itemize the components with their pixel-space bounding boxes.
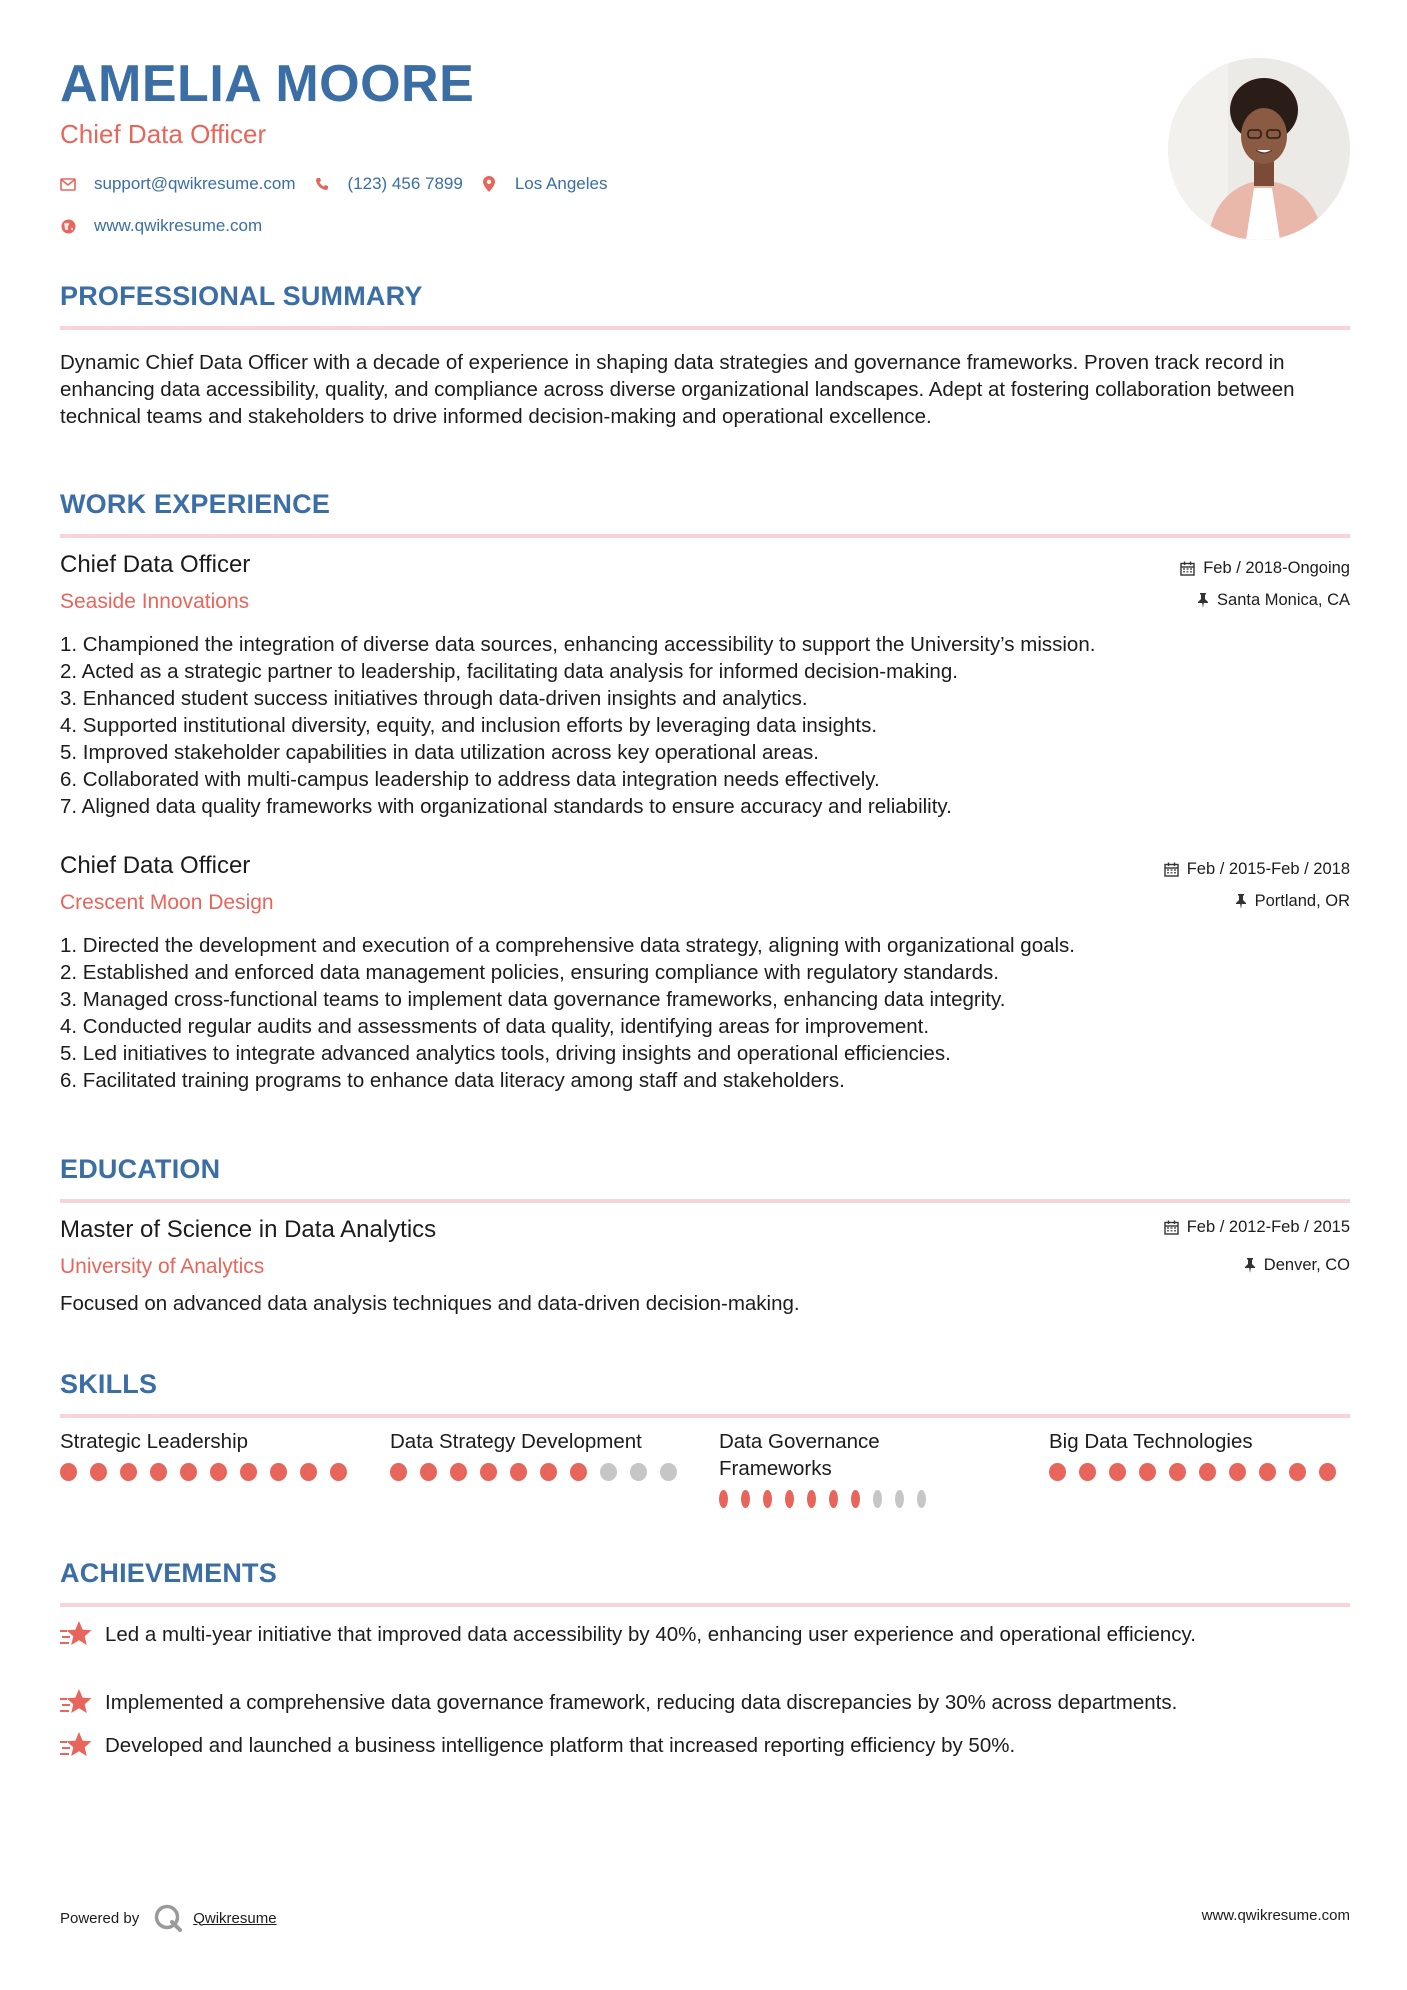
powered-by-label: Powered by bbox=[60, 1909, 140, 1927]
rating-dot-filled bbox=[807, 1490, 816, 1508]
experience-section bbox=[60, 491, 1350, 538]
rating-dot-filled bbox=[851, 1490, 860, 1508]
list-item: 4. Conducted regular audits and assessments of data quality, identifying areas for improvement. bbox=[60, 1015, 930, 1038]
phone-text: (123) 456 7899 bbox=[347, 174, 463, 193]
section-divider bbox=[60, 534, 1350, 538]
email-text: support@qwikresume.com bbox=[94, 174, 296, 193]
job-entry bbox=[60, 854, 1350, 1094]
skills-section bbox=[60, 1371, 1350, 1418]
job-location-text: Portland, OR bbox=[1254, 892, 1350, 910]
summary-section bbox=[60, 283, 1350, 430]
rating-dot-filled bbox=[150, 1463, 167, 1481]
skill-rating bbox=[1049, 1463, 1349, 1481]
rating-dot-filled bbox=[1169, 1463, 1186, 1481]
skill-rating bbox=[60, 1463, 360, 1481]
education-location-text: Denver, CO bbox=[1263, 1256, 1350, 1274]
rating-dot-filled bbox=[785, 1490, 794, 1508]
education-location bbox=[1244, 1256, 1350, 1275]
job-title: Chief Data Officer bbox=[60, 852, 251, 879]
job-company: Crescent Moon Design bbox=[60, 891, 274, 914]
qwikresume-logo-icon bbox=[153, 1903, 183, 1933]
contact-website[interactable] bbox=[60, 216, 262, 236]
summary-text: Dynamic Chief Data Officer with a decade of experience in shaping data strategies and governance frameworks. Proven track record in enhancing data accessibility, quality, and compliance across diverse organizational landscapes. Adept at fostering collaboration between technical teams and stakeholders to drive informed decision-making and operational excellence. bbox=[60, 351, 1295, 428]
calendar-icon bbox=[1180, 561, 1195, 576]
job-dates-text: Feb / 2015-Feb / 2018 bbox=[1186, 860, 1350, 878]
list-item: 1. Championed the integration of diverse data sources, enhancing accessibility to support the University’s mission. bbox=[60, 633, 1096, 656]
rating-dot-filled bbox=[510, 1463, 527, 1481]
achievement-text: Led a multi-year initiative that improved data accessibility by 40%, enhancing user experience and operational efficiency. bbox=[105, 1623, 1196, 1646]
job-entry bbox=[60, 553, 1350, 823]
footer-powered-by bbox=[60, 1903, 277, 1933]
rating-dot-filled bbox=[1259, 1463, 1276, 1481]
rating-dot-filled bbox=[1049, 1463, 1066, 1481]
skill-rating bbox=[719, 1490, 939, 1508]
list-item: 5. Led initiatives to integrate advanced analytics tools, driving insights and operational efficiencies. bbox=[60, 1042, 951, 1065]
rating-dot-filled bbox=[1319, 1463, 1336, 1481]
section-divider bbox=[60, 1414, 1350, 1418]
star-icon bbox=[60, 1688, 92, 1718]
section-divider bbox=[60, 1199, 1350, 1203]
list-item: 3. Managed cross-functional teams to implement data governance frameworks, enhancing data integrity. bbox=[60, 988, 1006, 1011]
rating-dot-filled bbox=[1109, 1463, 1126, 1481]
list-item: 7. Aligned data quality frameworks with organizational standards to ensure accuracy and reliability. bbox=[60, 795, 952, 818]
rating-dot-filled bbox=[450, 1463, 467, 1481]
skill-name: Data Strategy Development bbox=[390, 1430, 642, 1453]
job-bullets bbox=[60, 932, 1075, 1094]
list-item: 6. Facilitated training programs to enhance data literacy among staff and stakeholders. bbox=[60, 1069, 845, 1092]
pushpin-icon bbox=[1244, 1258, 1256, 1273]
calendar-icon bbox=[1164, 1220, 1179, 1235]
skill-item bbox=[719, 1428, 939, 1508]
contact-row bbox=[60, 174, 625, 194]
resume-page bbox=[60, 0, 1350, 1990]
qwikresume-link[interactable]: Qwikresume bbox=[193, 1909, 277, 1927]
phone-icon bbox=[314, 176, 330, 192]
education-dates-text: Feb / 2012-Feb / 2015 bbox=[1186, 1218, 1350, 1236]
contact-location bbox=[481, 174, 608, 194]
summary-heading: PROFESSIONAL SUMMARY bbox=[60, 281, 423, 311]
education-description: Focused on advanced data analysis techniques and data-driven decision-making. bbox=[60, 1292, 800, 1315]
rating-dot-filled bbox=[420, 1463, 437, 1481]
section-divider bbox=[60, 326, 1350, 330]
calendar-icon bbox=[1164, 862, 1179, 877]
rating-dot-empty bbox=[660, 1463, 677, 1481]
degree-title: Master of Science in Data Analytics bbox=[60, 1216, 437, 1243]
rating-dot-filled bbox=[719, 1490, 728, 1508]
job-location-text: Santa Monica, CA bbox=[1217, 591, 1350, 609]
rating-dot-filled bbox=[300, 1463, 317, 1481]
skills-grid bbox=[60, 1428, 1350, 1528]
rating-dot-filled bbox=[1229, 1463, 1246, 1481]
achievement-item bbox=[60, 1621, 1350, 1650]
candidate-title: Chief Data Officer bbox=[60, 119, 267, 149]
star-icon bbox=[60, 1620, 92, 1650]
school-name: University of Analytics bbox=[60, 1255, 265, 1278]
pushpin-icon bbox=[1197, 593, 1209, 608]
rating-dot-filled bbox=[570, 1463, 587, 1481]
skill-rating bbox=[390, 1463, 690, 1481]
rating-dot-filled bbox=[240, 1463, 257, 1481]
skill-name: Big Data Technologies bbox=[1049, 1430, 1253, 1453]
job-dates-text: Feb / 2018-Ongoing bbox=[1203, 559, 1350, 577]
rating-dot-empty bbox=[600, 1463, 617, 1481]
education-heading: EDUCATION bbox=[60, 1154, 221, 1184]
achievements-section bbox=[60, 1560, 1350, 1607]
rating-dot-filled bbox=[270, 1463, 287, 1481]
job-bullets bbox=[60, 631, 1095, 820]
skill-item bbox=[390, 1428, 690, 1481]
contact-email[interactable] bbox=[60, 174, 296, 194]
education-entry bbox=[60, 1218, 1350, 1318]
envelope-icon bbox=[60, 176, 76, 192]
list-item: 2. Acted as a strategic partner to leadership, facilitating data analysis for informed decision-making. bbox=[60, 660, 958, 683]
job-company: Seaside Innovations bbox=[60, 590, 250, 613]
skill-item bbox=[1049, 1428, 1349, 1481]
achievement-text: Implemented a comprehensive data governance framework, reducing data discrepancies by 30% across departments. bbox=[105, 1691, 1178, 1714]
rating-dot-filled bbox=[741, 1490, 750, 1508]
map-pin-icon bbox=[481, 176, 497, 192]
list-item: 3. Enhanced student success initiatives through data-driven insights and analytics. bbox=[60, 687, 808, 710]
rating-dot-empty bbox=[630, 1463, 647, 1481]
achievement-text: Developed and launched a business intelligence platform that increased reporting efficiency by 50%. bbox=[105, 1734, 1016, 1757]
rating-dot-filled bbox=[60, 1463, 77, 1481]
skills-heading: SKILLS bbox=[60, 1369, 158, 1399]
list-item: 5. Improved stakeholder capabilities in data utilization across key operational areas. bbox=[60, 741, 819, 764]
job-location bbox=[1197, 591, 1350, 610]
rating-dot-filled bbox=[763, 1490, 772, 1508]
education-section bbox=[60, 1156, 1350, 1203]
profile-photo bbox=[1168, 58, 1350, 240]
rating-dot-empty bbox=[917, 1490, 926, 1508]
list-item: 1. Directed the development and execution of a comprehensive data strategy, aligning with organizational goals. bbox=[60, 934, 1075, 957]
rating-dot-filled bbox=[480, 1463, 497, 1481]
contact-row-website bbox=[60, 216, 280, 236]
rating-dot-empty bbox=[895, 1490, 904, 1508]
job-dates bbox=[1180, 559, 1350, 578]
rating-dot-empty bbox=[873, 1490, 882, 1508]
footer-website[interactable]: www.qwikresume.com bbox=[1201, 1907, 1350, 1924]
rating-dot-filled bbox=[1289, 1463, 1306, 1481]
rating-dot-filled bbox=[1139, 1463, 1156, 1481]
contact-phone[interactable] bbox=[314, 174, 463, 194]
rating-dot-filled bbox=[180, 1463, 197, 1481]
achievement-item bbox=[60, 1689, 1350, 1718]
skill-name: Data Governance Frameworks bbox=[719, 1430, 880, 1480]
section-divider bbox=[60, 1603, 1350, 1607]
skill-item bbox=[60, 1428, 360, 1481]
skill-name: Strategic Leadership bbox=[60, 1430, 249, 1453]
rating-dot-filled bbox=[540, 1463, 557, 1481]
job-location bbox=[1235, 892, 1350, 911]
candidate-name: AMELIA MOORE bbox=[60, 55, 475, 113]
list-item: 2. Established and enforced data management policies, ensuring compliance with regulatory standards. bbox=[60, 961, 999, 984]
rating-dot-filled bbox=[1199, 1463, 1216, 1481]
rating-dot-filled bbox=[330, 1463, 347, 1481]
rating-dot-filled bbox=[120, 1463, 137, 1481]
globe-icon bbox=[60, 218, 76, 234]
rating-dot-filled bbox=[90, 1463, 107, 1481]
star-icon bbox=[60, 1731, 92, 1761]
rating-dot-filled bbox=[390, 1463, 407, 1481]
rating-dot-filled bbox=[1079, 1463, 1096, 1481]
list-item: 4. Supported institutional diversity, equity, and inclusion efforts by leveraging data insights. bbox=[60, 714, 878, 737]
rating-dot-filled bbox=[829, 1490, 838, 1508]
job-dates bbox=[1164, 860, 1350, 879]
pushpin-icon bbox=[1235, 894, 1247, 909]
location-text: Los Angeles bbox=[514, 174, 608, 193]
experience-heading: WORK EXPERIENCE bbox=[60, 489, 331, 519]
job-title: Chief Data Officer bbox=[60, 551, 251, 578]
rating-dot-filled bbox=[210, 1463, 227, 1481]
achievement-item bbox=[60, 1732, 1350, 1761]
education-dates bbox=[1164, 1218, 1350, 1237]
achievements-heading: ACHIEVEMENTS bbox=[60, 1558, 277, 1588]
list-item: 6. Collaborated with multi-campus leadership to address data integration needs effectively. bbox=[60, 768, 880, 791]
website-text: www.qwikresume.com bbox=[94, 216, 263, 235]
